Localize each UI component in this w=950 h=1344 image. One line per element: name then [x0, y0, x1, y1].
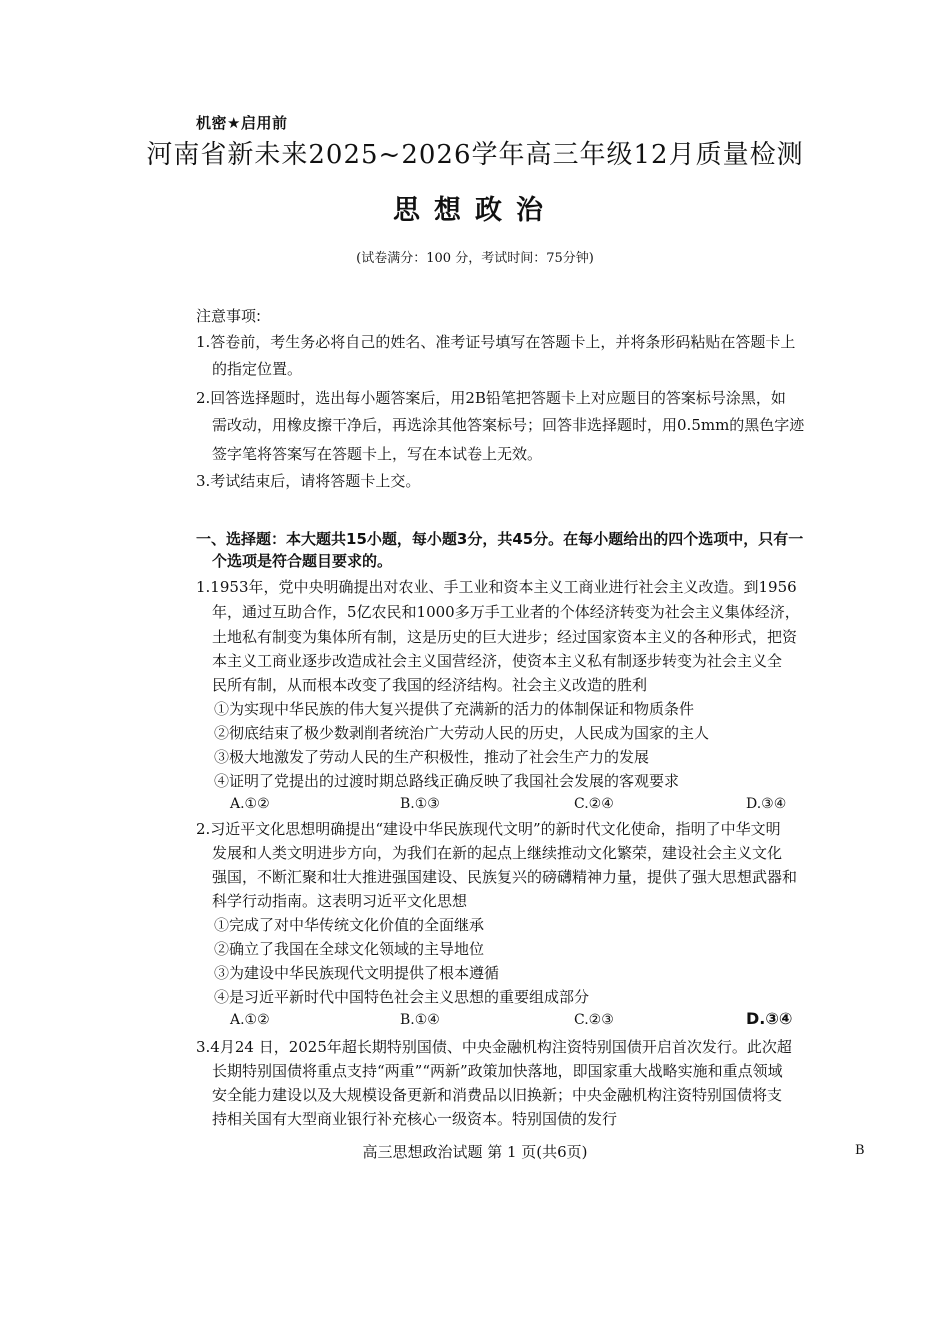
section-heading-cont: 个选项是符合题目要求的。	[212, 552, 393, 570]
notice-line: 1.答卷前，考生务必将自己的姓名、准考证号填写在答题卡上，并将条形码粘贴在答题卡上	[196, 333, 796, 351]
paper-version: B	[855, 1143, 865, 1158]
q3-stem-line: 安全能力建设以及大规模设备更新和消费品以旧换新；中央金融机构注资特别国债将支	[212, 1086, 783, 1104]
notice-line: 的指定位置。	[212, 360, 303, 378]
q2-stem-line: 发展和人类文明进步方向，为我们在新的起点上继续推动文化繁荣，建设社会主义文化	[212, 844, 783, 862]
q1-stem-line: 民所有制，从而根本改变了我国的经济结构。社会主义改造的胜利	[212, 676, 648, 694]
q1-stem-line: 土地私有制变为集体所有制，这是历史的巨大进步；经过国家资本主义的各种形式，把资	[212, 628, 798, 646]
q2-stem-line: 强国，不断汇聚和壮大推进强国建设、民族复兴的磅礴精神力量，提供了强大思想武器和	[212, 868, 798, 886]
q2-item: ②确立了我国在全球文化领域的主导地位	[214, 940, 485, 958]
q3-stem-line: 长期特别国债将重点支持“两重”“两新”政策加快落地，即国家重大战略实施和重点领域	[212, 1062, 783, 1080]
q2-stem-line: 2.习近平文化思想明确提出“建设中华民族现代文明”的新时代文化使命，指明了中华文明	[196, 820, 781, 838]
q1-answer-a: A.①②	[230, 796, 270, 812]
q2-item: ③为建设中华民族现代文明提供了根本遵循	[214, 964, 500, 982]
q1-item: ③极大地激发了劳动人民的生产积极性，推动了社会生产力的发展	[214, 748, 650, 766]
subject-title: 思想政治	[393, 195, 557, 226]
q3-stem-line: 3.4月24 日，2025年超长期特别国债、中央金融机构注资特别国债开启首次发行。此次超	[196, 1038, 792, 1056]
notice-heading: 注意事项:	[196, 307, 262, 325]
exam-title: 河南省新未来2025~2026学年高三年级12月质量检测	[146, 140, 804, 170]
q1-stem-line: 本主义工商业逐步改造成社会主义国营经济，使资本主义私有制逐步转变为社会主义全	[212, 652, 783, 670]
notice-line: 3.考试结束后，请将答题卡上交。	[196, 472, 421, 490]
confidential-label: 机密★启用前	[196, 114, 288, 132]
notice-line: 签字笔将答案写在答题卡上，写在本试卷上无效。	[212, 445, 543, 463]
q2-answer-b: B.①④	[400, 1012, 440, 1028]
q2-answer-d: D.③④	[746, 1009, 793, 1028]
q1-item: ②彻底结束了极少数剥削者统治广大劳动人民的历史，人民成为国家的主人	[214, 724, 710, 742]
q2-item: ④是习近平新时代中国特色社会主义思想的重要组成部分	[214, 988, 590, 1006]
q2-answer-a: A.①②	[230, 1012, 270, 1028]
q1-answer-b: B.①③	[400, 796, 440, 812]
q1-answer-d: D.③④	[746, 796, 787, 812]
q3-stem-line: 持相关国有大型商业银行补充核心一级资本。特别国债的发行	[212, 1110, 618, 1128]
q1-stem-line: 1.1953年，党中央明确提出对农业、手工业和资本主义工商业进行社会主义改造。到1956	[196, 578, 797, 596]
q2-answer-c: C.②③	[574, 1012, 614, 1028]
q1-item: ①为实现中华民族的伟大复兴提供了充满新的活力的体制保证和物质条件	[214, 700, 695, 718]
exam-meta: (试卷满分：100 分，考试时间：75分钟)	[356, 251, 594, 266]
notice-line: 2.回答选择题时，选出每小题答案后，用2B铅笔把答题卡上对应题目的答案标号涂黑，如	[196, 389, 786, 407]
notice-line: 需改动，用橡皮擦干净后，再选涂其他答案标号；回答非选择题时，用0.5mm的黑色字迹	[212, 416, 805, 434]
q1-stem-line: 年，通过互助合作，5亿农民和1000多万手工业者的个体经济转变为社会主义集体经济，	[212, 603, 800, 621]
q1-answer-c: C.②④	[574, 796, 614, 812]
q2-stem-line: 科学行动指南。这表明习近平文化思想	[212, 892, 468, 910]
section-heading: 一、选择题：本大题共15小题，每小题3分，共45分。在每小题给出的四个选项中，只有一	[196, 530, 804, 548]
q2-item: ①完成了对中华传统文化价值的全面继承	[214, 916, 485, 934]
q1-item: ④证明了党提出的过渡时期总路线正确反映了我国社会发展的客观要求	[214, 772, 680, 790]
page-footer: 高三思想政治试题 第 1 页(共6页)	[362, 1143, 588, 1161]
